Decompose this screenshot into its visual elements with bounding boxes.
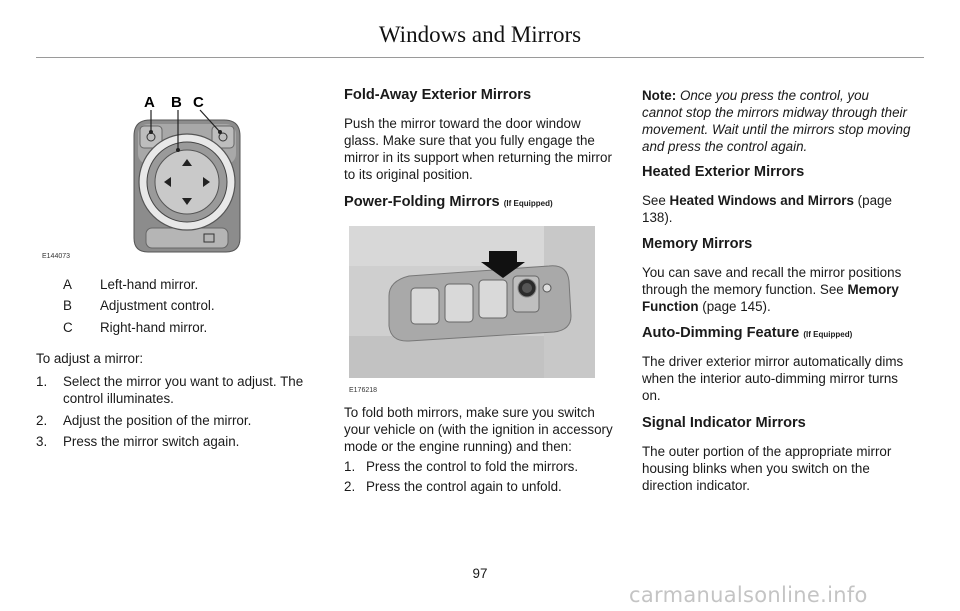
- legend-key-c: C: [63, 320, 73, 335]
- note-line4: [642, 138, 807, 155]
- callout-c: C: [193, 94, 204, 111]
- memory-link-2[interactable]: Function: [642, 299, 699, 314]
- fold-step-1-num: 1.: [344, 459, 356, 474]
- power-folding-suffix: (If Equipped): [503, 199, 553, 208]
- signal-heading: Signal Indicator Mirrors: [642, 415, 806, 431]
- fold-away-line4: to its original position.: [344, 167, 473, 182]
- memory-line1: You can save and recall the mirror positions: [642, 265, 902, 280]
- autodim-line3: on.: [642, 388, 661, 403]
- note-line2: [642, 104, 907, 121]
- note-line1: [642, 87, 869, 104]
- legend-text-c: Right-hand mirror.: [100, 320, 208, 335]
- heated-see: See: [642, 193, 670, 208]
- legend-key-a: A: [63, 277, 72, 292]
- autodim-line1: The driver exterior mirror automatically dims: [642, 354, 904, 369]
- heated-line2: 138).: [642, 210, 673, 225]
- figure-id-middle: E176218: [349, 387, 378, 394]
- memory-text: through the memory function. See: [642, 282, 848, 297]
- page-title: Windows and Mirrors: [378, 22, 582, 47]
- power-folding-heading: [344, 194, 553, 212]
- figure-id-left: E144073: [42, 253, 71, 260]
- note-text-1: Once you press the control, you: [676, 88, 869, 103]
- heated-heading: Heated Exterior Mirrors: [642, 164, 805, 180]
- watermark: carmanualsonline.info: [629, 583, 868, 607]
- mirror-control-figure: [116, 88, 316, 258]
- step-3-text: Press the mirror switch again.: [63, 434, 240, 449]
- signal-line3: direction indicator.: [642, 478, 750, 493]
- heated-line1: [642, 192, 892, 209]
- adjust-intro: To adjust a mirror:: [36, 351, 144, 366]
- step-1-line1: Select the mirror you want to adjust. The: [63, 374, 304, 389]
- legend-key-b: B: [63, 298, 72, 313]
- door-switch-figure: [349, 226, 595, 378]
- fold-para-line3: mode or the engine running) and then:: [344, 439, 572, 454]
- note-label: Note:: [642, 88, 677, 103]
- memory-line3: [642, 298, 771, 315]
- step-3-num: 3.: [36, 434, 48, 449]
- step-2-num: 2.: [36, 413, 48, 428]
- note-line3: [642, 121, 910, 138]
- note-text-3: movement. Wait until the mirrors stop moving: [642, 122, 911, 137]
- step-1-num: 1.: [36, 374, 48, 389]
- note-text-4: and press the control again.: [642, 139, 808, 154]
- memory-line2: [642, 281, 899, 298]
- heated-page: (page: [853, 193, 892, 208]
- autodim-heading: [642, 325, 852, 343]
- signal-line1: The outer portion of the appropriate mirror: [642, 444, 892, 459]
- memory-page: (page 145).: [698, 299, 771, 314]
- step-2-text: Adjust the position of the mirror.: [63, 413, 252, 428]
- fold-away-line2: glass. Make sure that you fully engage the: [344, 133, 595, 148]
- autodim-line2: when the interior auto-dimming mirror turns: [642, 371, 899, 386]
- memory-link-1[interactable]: Memory: [847, 282, 899, 297]
- legend-text-a: Left-hand mirror.: [100, 277, 199, 292]
- heated-link[interactable]: Heated Windows and Mirrors: [669, 193, 854, 208]
- fold-step-1-text: Press the control to fold the mirrors.: [366, 459, 579, 474]
- memory-heading: Memory Mirrors: [642, 236, 753, 252]
- autodim-suffix: (If Equipped): [803, 330, 853, 339]
- step-1-line2: control illuminates.: [63, 391, 174, 406]
- fold-step-2-num: 2.: [344, 479, 356, 494]
- note-text-2: cannot stop the mirrors midway through their: [642, 105, 907, 120]
- fold-step-2-text: Press the control again to unfold.: [366, 479, 562, 494]
- page-number: 97: [472, 566, 488, 581]
- fold-para-line1: To fold both mirrors, make sure you switch: [344, 405, 595, 420]
- callout-b: B: [171, 94, 182, 111]
- fold-away-line3: mirror in its support when returning the mirror: [344, 150, 612, 165]
- legend-text-b: Adjustment control.: [100, 298, 215, 313]
- header-rule: [36, 57, 924, 58]
- callout-a: A: [144, 94, 155, 111]
- fold-away-heading: Fold-Away Exterior Mirrors: [344, 87, 532, 103]
- autodim-title: Auto-Dimming Feature: [642, 325, 800, 341]
- fold-away-line1: Push the mirror toward the door window: [344, 116, 581, 131]
- power-folding-title: Power-Folding Mirrors: [344, 194, 500, 210]
- signal-line2: housing blinks when you switch on the: [642, 461, 870, 476]
- fold-para-line2: your vehicle on (with the ignition in accessory: [344, 422, 613, 437]
